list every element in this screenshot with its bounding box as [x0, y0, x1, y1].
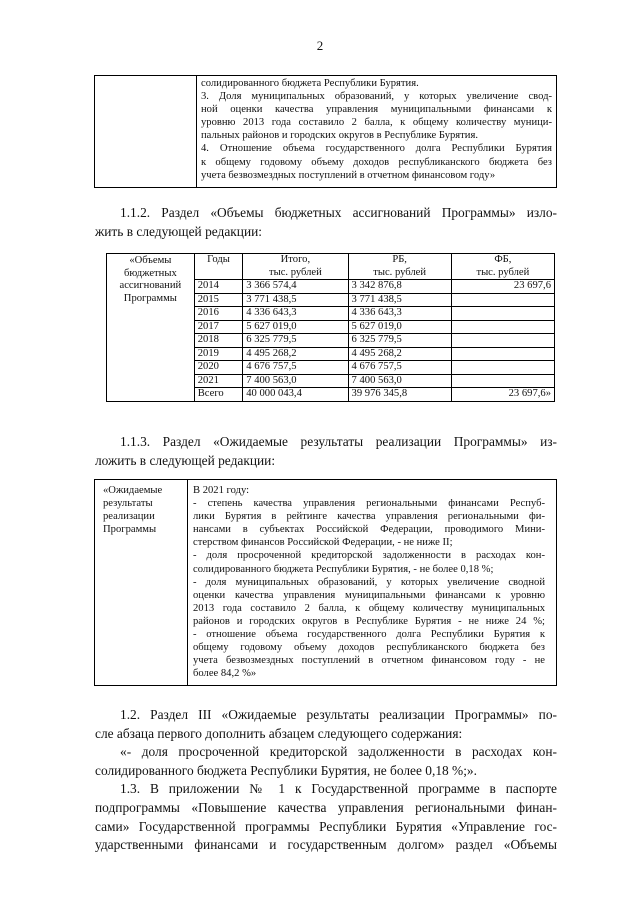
text-line: «- доля просроченной кредиторской задолженности в расходах кон-: [120, 744, 557, 760]
text-line: солидированного бюджета Республики Бурятия.: [201, 78, 419, 89]
text-line: ной оценки качества управления муниципальными финансами к: [201, 104, 552, 116]
section-label-cell: [95, 480, 188, 685]
page-number: 2: [316, 38, 324, 53]
header-total: Итого,: [243, 254, 348, 267]
total-cell: 4 336 643,3: [243, 307, 348, 321]
expected-results-box: [94, 479, 557, 686]
total-cell: 7 400 563,0: [243, 374, 348, 388]
rb-cell: 3 342 876,8: [348, 280, 451, 294]
text-line: - доля муниципальных образований, у которых увеличение сводной: [193, 576, 545, 588]
fb-cell: 23 697,6: [451, 280, 554, 294]
year-cell: Всего: [194, 388, 243, 402]
section-label-cell: [107, 254, 195, 402]
year-cell: 2017: [194, 320, 243, 334]
text-line: 1.1.2. Раздел «Объемы бюджетных ассигнований Программы» изло-: [120, 205, 557, 220]
expected-results-text: [193, 484, 545, 680]
text-line: 2013 года составило 2 балла, к общему количеству муниципальных: [193, 602, 545, 614]
fb-cell: 23 697,6»: [451, 388, 554, 402]
indicators-text: [201, 77, 552, 182]
paragraph-1-1-3: [95, 433, 557, 470]
header-rb-unit: тыс. рублей: [348, 267, 451, 280]
label-line: бюджетных: [123, 267, 177, 279]
header-rb: РБ,: [348, 254, 451, 267]
year-cell: 2014: [194, 280, 243, 294]
fb-cell: [451, 293, 554, 307]
text-line: общему годовому объему доходов республиканского бюджета без: [193, 642, 545, 654]
text-line: ложить в следующей редакции:: [95, 452, 276, 468]
text-line: учета безвозмездных поступлений в отчетном финансовом году»: [201, 169, 496, 181]
text-line: В 2021 году:: [193, 485, 250, 496]
total-cell: 3 771 438,5: [243, 293, 348, 307]
fb-cell: [451, 374, 554, 388]
rb-cell: 7 400 563,0: [348, 374, 451, 388]
budget-allocations-table: [106, 253, 555, 402]
label-line: результаты: [103, 498, 153, 510]
header-fb: ФБ,: [451, 254, 554, 267]
fb-cell: [451, 307, 554, 321]
text-line: - отношение объема государственного долга Республики Бурятия к: [193, 629, 545, 641]
paragraph-1-1-2: [95, 204, 557, 241]
paragraph-1-2-1-3: [95, 706, 557, 855]
header-years: Годы: [194, 254, 243, 280]
rb-cell: 6 325 779,5: [348, 334, 451, 348]
year-cell: 2020: [194, 361, 243, 375]
fb-cell: [451, 361, 554, 375]
text-line: 1.1.3. Раздел «Ожидаемые результаты реализации Программы» из-: [120, 434, 557, 449]
year-cell: 2015: [194, 293, 243, 307]
total-cell: 3 366 574,4: [243, 280, 348, 294]
total-cell: 6 325 779,5: [243, 334, 348, 348]
text-line: 3. Доля муниципальных образований, у которых увеличение свод-: [201, 91, 552, 103]
text-line: учета безвозмездных поступлений в отчетном финансовом году - не: [193, 655, 545, 667]
total-cell: 4 495 268,2: [243, 347, 348, 361]
fb-cell: [451, 320, 554, 334]
year-cell: 2019: [194, 347, 243, 361]
empty-label-column: [95, 76, 197, 187]
rb-cell: 4 676 757,5: [348, 361, 451, 375]
total-cell: 40 000 043,4: [243, 388, 348, 402]
text-line: жить в следующей редакции:: [95, 223, 263, 239]
fb-cell: [451, 334, 554, 348]
label-line: ассигнований: [119, 280, 182, 291]
text-line: ударственными финансами и государственным долгом» раздел «Объемы: [95, 837, 557, 853]
text-line: - доля просроченной кредиторской задолженности в расходах кон-: [193, 550, 545, 562]
text-line: 4. Отношение объема государственного долга Республики Бурятия: [201, 143, 552, 155]
indicators-continuation-box: [94, 75, 557, 188]
text-line: районов и городских округов в Республике Бурятия - не ниже 24 %;: [193, 615, 545, 627]
label-line: Программы: [103, 524, 157, 536]
text-line: сами» Государственной программы Республики Бурятия «Управление гос-: [95, 818, 557, 834]
year-cell: 2016: [194, 307, 243, 321]
rb-cell: 4 336 643,3: [348, 307, 451, 321]
label-line: «Ожидаемые: [103, 485, 163, 496]
rb-cell: 5 627 019,0: [348, 320, 451, 334]
year-cell: 2021: [194, 374, 243, 388]
label-line: Программы: [123, 292, 177, 304]
text-line: более 84,2 %»: [193, 668, 257, 680]
text-line: к общему годовому объему доходов республиканского бюджета без: [201, 156, 552, 168]
year-cell: 2018: [194, 334, 243, 348]
text-line: уровню 2013 года составило 2 балла, к общему количеству муници-: [201, 117, 552, 129]
text-line: пальных районов и городских округов в Республике Бурятия.: [201, 130, 478, 142]
label-line: реализации: [103, 511, 155, 523]
rb-cell: 3 771 438,5: [348, 293, 451, 307]
text-line: оценки качества управления муниципальными финансами к уровню: [193, 589, 545, 601]
total-cell: 5 627 019,0: [243, 320, 348, 334]
text-line: стерством финансов Российской Федерации, - не ниже II;: [193, 537, 453, 549]
text-line: солидированного бюджета Республики Бурятия, - не более 0,18 %;: [193, 563, 494, 575]
label-line: «Объемы: [129, 255, 172, 266]
text-line: - степень качества управления региональными финансами Респуб-: [193, 498, 545, 510]
rb-cell: 39 976 345,8: [348, 388, 451, 402]
text-line: подпрограммы «Повышение качества управления региональными финан-: [95, 799, 557, 815]
text-line: солидированного бюджета Республики Бурятия, не более 0,18 %;».: [95, 762, 477, 778]
fb-cell: [451, 347, 554, 361]
header-fb-unit: тыс. рублей: [451, 267, 554, 280]
rb-cell: 4 495 268,2: [348, 347, 451, 361]
header-total-unit: тыс. рублей: [243, 267, 348, 280]
text-line: сле абзаца первого дополнить абзацем следующего содержания:: [95, 725, 463, 741]
total-cell: 4 676 757,5: [243, 361, 348, 375]
text-line: лики Бурятия в рейтинге качества управления региональными фи-: [193, 511, 545, 523]
text-line: 1.2. Раздел III «Ожидаемые результаты реализации Программы» по-: [120, 707, 557, 722]
text-line: 1.3. В приложении № 1 к Государственной программе в паспорте: [120, 781, 557, 797]
text-line: нансами в субъектах Российской Федерации, проводимого Мини-: [193, 524, 545, 536]
